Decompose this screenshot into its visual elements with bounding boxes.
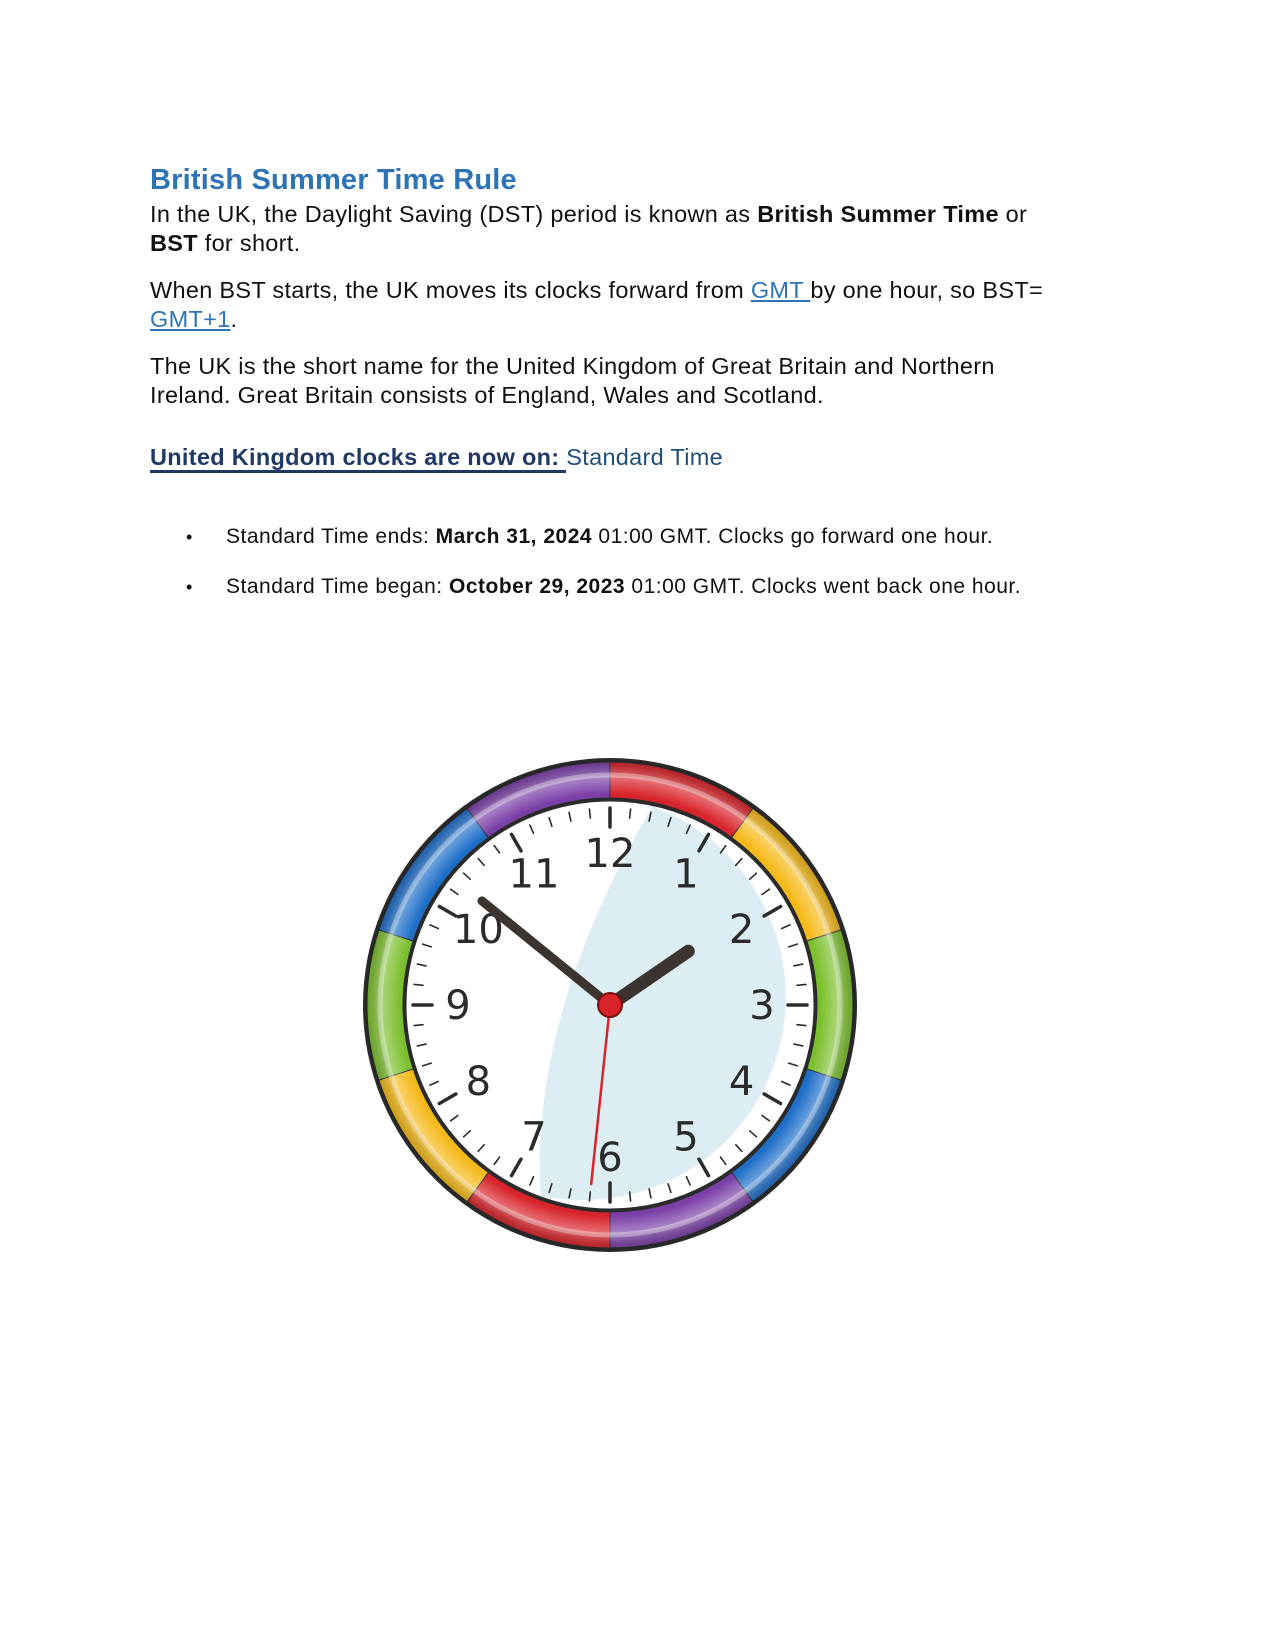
page-title: British Summer Time Rule <box>150 164 517 196</box>
status-label: United Kingdom clocks are now on: <box>150 444 566 473</box>
tick-mark <box>414 984 423 985</box>
intro-bold-bst-full: British Summer Time <box>757 201 999 227</box>
bullet-icon: • <box>186 527 193 547</box>
intro-text-1: In the UK, the Daylight Saving (DST) period is known as <box>150 201 758 227</box>
bst-text-1: When BST starts, the UK moves its clocks forward from <box>150 277 751 303</box>
clock-numeral: 7 <box>521 1114 547 1161</box>
clock-numeral: 5 <box>673 1114 699 1161</box>
intro-text-3: for short. <box>197 230 301 256</box>
tick-mark <box>797 984 806 985</box>
uk-paragraph: The UK is the short name for the United Kingdom of Great Britain and Northern Ireland. Great Britain consists of England, Wales and Scotland. <box>150 353 995 408</box>
clock-numeral: 10 <box>452 907 504 953</box>
intro-text-2: or <box>998 201 1028 227</box>
list-item <box>186 574 1021 624</box>
clock-numeral: 6 <box>597 1135 623 1181</box>
clock-numeral: 9 <box>445 983 471 1029</box>
intro-bold-bst: BST <box>150 230 198 256</box>
clock-numeral: 3 <box>749 983 775 1029</box>
gmt-link[interactable]: GMT <box>750 277 811 303</box>
bst-text-3: . <box>230 306 238 332</box>
clock-status <box>150 443 723 472</box>
tick-mark <box>589 809 590 818</box>
clock-numeral: 12 <box>584 831 636 877</box>
bullet-icon: • <box>186 577 193 597</box>
clock-numeral: 4 <box>728 1059 755 1105</box>
gmt-plus-1-link[interactable]: GMT+1 <box>150 306 231 332</box>
tick-mark <box>414 1025 423 1026</box>
dates-list <box>186 524 1021 624</box>
intro-paragraph <box>150 200 1070 258</box>
list-item-prefix: Standard Time ends: <box>226 525 436 548</box>
center-cap <box>598 993 622 1017</box>
clock-numeral: 1 <box>673 851 699 898</box>
list-item-prefix: Standard Time began: <box>226 575 449 598</box>
clock-numeral: 8 <box>465 1059 492 1105</box>
tick-mark <box>797 1025 806 1026</box>
list-item <box>186 524 1021 574</box>
clock-icon <box>340 735 880 1275</box>
bst-text-2: by one hour, so BST= <box>810 277 1044 303</box>
tick-mark <box>630 1192 631 1201</box>
list-item-date: October 29, 2023 <box>448 575 626 598</box>
clock-numeral: 11 <box>508 851 560 898</box>
list-item-suffix: 01:00 GMT. Clocks went back one hour. <box>625 575 1022 598</box>
clock-illustration <box>340 735 880 1275</box>
list-item-suffix: 01:00 GMT. Clocks go forward one hour. <box>592 525 994 548</box>
tick-mark <box>589 1192 590 1201</box>
tick-mark <box>630 809 631 818</box>
clock-numeral: 2 <box>728 907 755 953</box>
list-item-date: March 31, 2024 <box>435 525 593 548</box>
bst-paragraph <box>150 276 1070 334</box>
status-value: Standard Time <box>566 444 723 470</box>
